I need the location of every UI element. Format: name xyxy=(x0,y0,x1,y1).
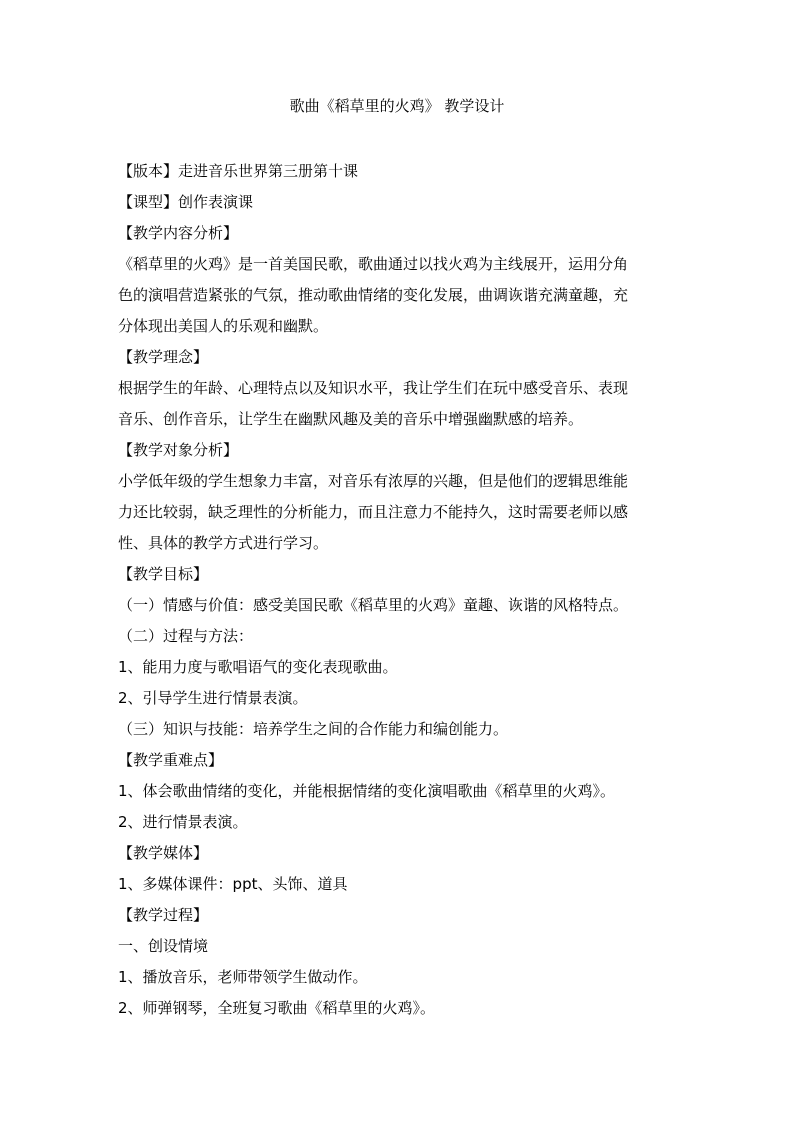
text-line: 【教学重难点】 xyxy=(118,751,224,769)
text-line: 2、引导学生进行情景表演。 xyxy=(118,689,308,707)
text-line: 1、能用力度与歌唱语气的变化表现歌曲。 xyxy=(118,658,398,676)
text-line: 分体现出美国人的乐观和幽默。 xyxy=(118,317,329,335)
text-line: 【版本】走进音乐世界第三册第十课 xyxy=(118,162,359,180)
text-line: 【教学目标】 xyxy=(118,565,209,583)
text-line: 2、进行情景表演。 xyxy=(118,813,248,831)
text-line: 【教学过程】 xyxy=(118,906,209,924)
text-line: 《稻草里的火鸡》是一首美国民歌，歌曲通过以找火鸡为主线展开，运用分角 xyxy=(118,255,629,273)
text-line: 【教学媒体】 xyxy=(118,844,209,862)
text-line: 性、具体的教学方式进行学习。 xyxy=(118,534,329,552)
text-line: （三）知识与技能：培养学生之间的合作能力和编创能力。 xyxy=(118,720,509,738)
text-line: 【教学对象分析】 xyxy=(118,441,239,459)
text-line: 一、创设情境 xyxy=(118,937,209,955)
text-line: （二）过程与方法： xyxy=(118,627,254,645)
text-line: 色的演唱营造紧张的气氛，推动歌曲情绪的变化发展，曲调诙谐充满童趣，充 xyxy=(118,286,629,304)
text-line: 【教学理念】 xyxy=(118,348,209,366)
text-line: 1、播放音乐，老师带领学生做动作。 xyxy=(118,968,368,986)
text-line: （一）情感与价值：感受美国民歌《稻草里的火鸡》童趣、诙谐的风格特点。 xyxy=(118,596,629,614)
text-line: 1、体会歌曲情绪的变化，并能根据情绪的变化演唱歌曲《稻草里的火鸡》。 xyxy=(118,782,616,800)
text-line: 【课型】创作表演课 xyxy=(118,193,254,211)
text-line: 根据学生的年龄、心理特点以及知识水平，我让学生们在玩中感受音乐、表现 xyxy=(118,379,629,397)
text-line: 【教学内容分析】 xyxy=(118,224,239,242)
document-body xyxy=(118,160,678,1028)
text-line: 1、多媒体课件：ppt、头饰、道具 xyxy=(118,875,348,893)
text-line: 2、师弹钢琴，全班复习歌曲《稻草里的火鸡》。 xyxy=(118,999,436,1017)
text-line: 力还比较弱，缺乏理性的分析能力，而且注意力不能持久，这时需要老师以感 xyxy=(118,503,629,521)
text-line: 小学低年级的学生想象力丰富，对音乐有浓厚的兴趣，但是他们的逻辑思维能 xyxy=(118,472,629,490)
document-title: 歌曲《稻草里的火鸡》 教学设计 xyxy=(289,97,505,115)
text-line: 音乐、创作音乐，让学生在幽默风趣及美的音乐中增强幽默感的培养。 xyxy=(118,410,584,428)
